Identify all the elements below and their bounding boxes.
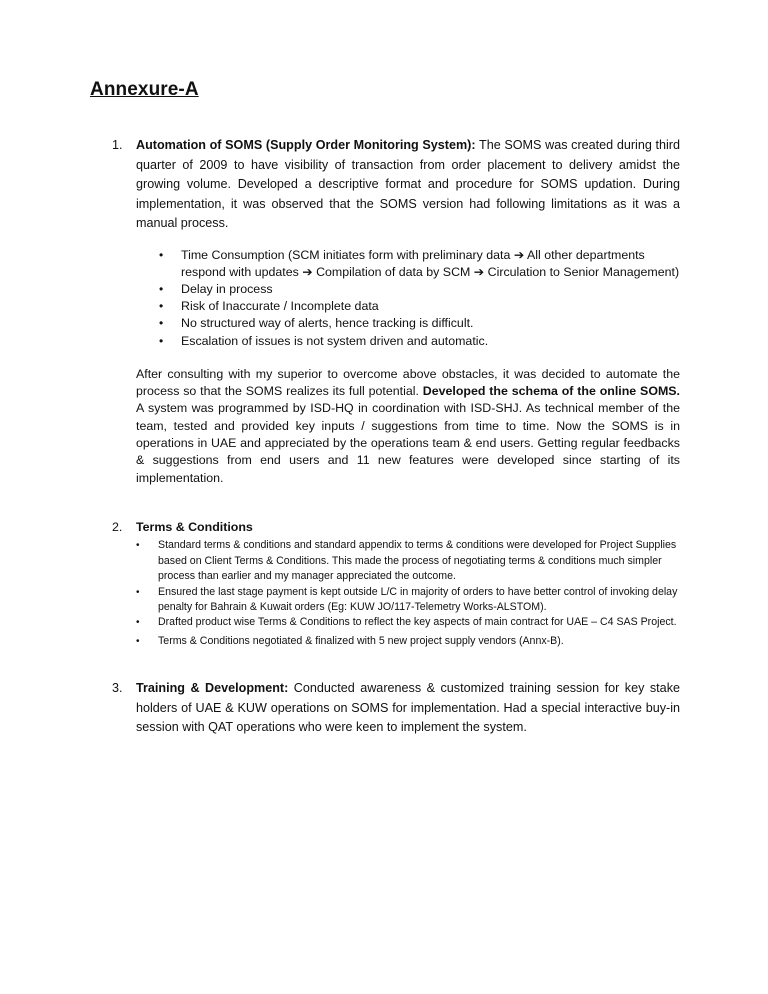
arrow-right-icon: ➔ [513,247,525,262]
bullet-icon: • [136,617,140,629]
list-item: • Delay in process [136,281,680,298]
page-title: Annexure-A [90,79,199,100]
list-item: • Standard terms & conditions and standard appendix to terms & conditions were developed for Project Supplies based on Client Terms & Conditions. This made the process of negotiating terms & conditions much simpler process than earlier and my manager appreciated the outcome. [136,539,677,583]
list-item: • Terms & Conditions negotiated & finalized with 5 new project supply vendors (Annx-B). [136,634,680,649]
section-heading: Terms & Conditions [136,520,253,534]
section-paragraph: After consulting with my superior to overcome above obstacles, it was decided to automate the process so that the SOMS realizes its full potential. Developed the schema of the online SOMS. A system was programmed by ISD-HQ in coordination with ISD-SHJ. As technical member of the team, tested and provided key inputs / suggestions from time to time. Now the SOMS is in operations in UAE and appreciated by the operations team & end users. Getting regular feedbacks & suggestions from end users and 11 new features were developed since starting of its implementation. [136,366,680,485]
bullet-icon: • [159,281,164,296]
list-item: • Time Consumption (SCM initiates form with preliminary data ➔ All other departments respond with updates ➔ Compilation of data by SCM ➔ Circulation to Senior Management) [159,247,680,279]
section-text: Training & Development: Conducted awareness & customized training session for key stake holders of UAE & KUW operations on SOMS for implementation. Had a special interactive buy-in session with QAT operations who were keen to implement the system. [136,681,680,734]
section-heading: Automation of SOMS (Supply Order Monitoring System): [136,138,476,152]
bullet-icon: • [136,635,140,647]
section-soms-automation [112,136,680,487]
list-item: • Risk of Inaccurate / Incomplete data [136,298,680,315]
section-training-development [112,679,680,738]
list-item: • Ensured the last stage payment is kept outside L/C in majority of orders to have better control of invoking delay penalty for Bahrain & Kuwait orders (Eg: KUW JO/117-Telemetry Works-ALSTOM). [136,585,678,613]
bullet-icon: • [136,540,140,552]
section-intro-text: The SOMS was created during third quarter of 2009 to have visibility of transaction from order placement to delivery amidst the growing volume. Developed a descriptive format and procedure for SOMS updation. During implementation, it was observed that the SOMS version had following limitations as it was a manual process. [136,138,680,230]
section-number: 3. [112,681,123,695]
list-item: • Escalation of issues is not system driven and automatic. [136,333,680,350]
bullet-icon: • [159,316,164,331]
list-item: • Drafted product wise Terms & Conditions to reflect the key aspects of main contract for UAE – C4 SAS Project. [136,615,680,630]
bullet-icon: • [136,586,140,598]
section-intro [136,136,680,234]
section-number: 1. [112,138,123,152]
bullet-icon: • [159,247,164,262]
arrow-right-icon: ➔ [473,264,485,279]
section-terms-conditions [112,519,680,649]
bullet-icon: • [159,299,164,314]
terms-list [136,538,680,649]
limitations-list [136,247,680,350]
section-heading: Training & Development: [136,681,289,695]
bold-phrase: Developed the schema of the online SOMS. [422,384,680,399]
arrow-right-icon: ➔ [302,264,313,279]
section-number: 2. [112,520,123,534]
list-item: • No structured way of alerts, hence tracking is difficult. [136,315,680,332]
bullet-icon: • [159,333,164,348]
